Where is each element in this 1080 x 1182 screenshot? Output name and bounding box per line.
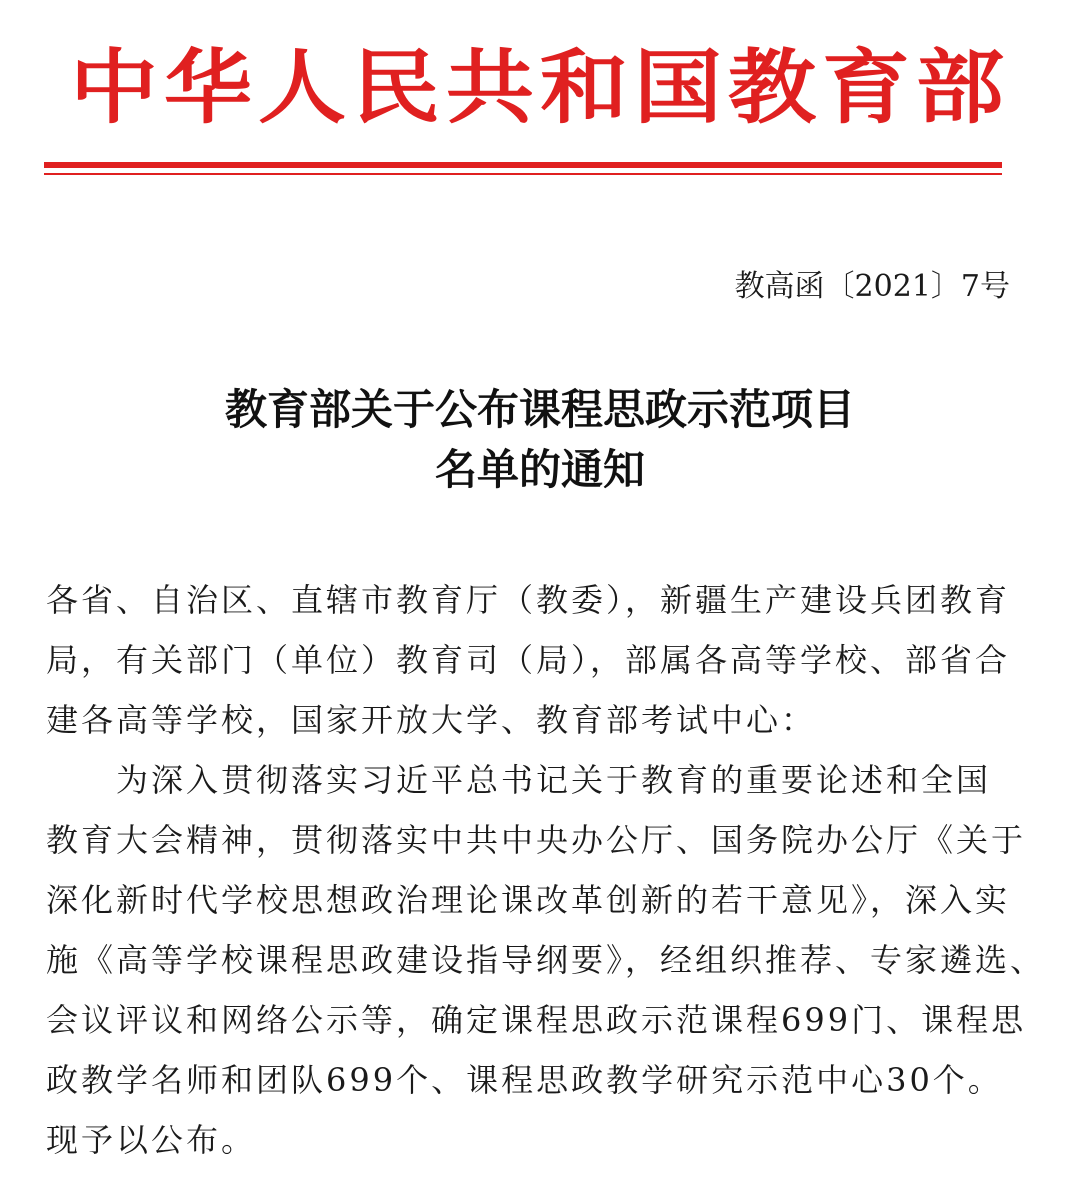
paragraph-line: 现予以公布。 (46, 1121, 257, 1159)
notice-title-line-1: 教育部关于公布课程思政示范项目 (224, 385, 855, 434)
addressee-line: 建各高等学校，国家开放大学、教育部考试中心： (46, 701, 817, 739)
red-rule-thin (44, 173, 1002, 175)
paragraph-line: 为深入贯彻落实习近平总书记关于教育的重要论述和全国 (116, 761, 992, 799)
notice-title-line-2: 名单的通知 (434, 445, 645, 494)
issuer-header: 中华人民共和国教育部 (69, 40, 1010, 135)
paragraph-line: 政教学名师和团队699个、课程思政教学研究示范中心30个。 (46, 1061, 1003, 1099)
document-body (46, 570, 1046, 1170)
addressee-line: 局，有关部门（单位）教育司（局），部属各高等学校、部省合 (46, 641, 1011, 679)
paragraph-line: 施《高等学校课程思政建设指导纲要》，经组织推荐、专家遴选、 (46, 941, 1046, 979)
addressee-line: 各省、自治区、直辖市教育厅（教委），新疆生产建设兵团教育 (46, 581, 1011, 619)
red-rule-thick (44, 162, 1002, 168)
paragraph-line: 深化新时代学校思想政治理论课改革创新的若干意见》，深入实 (46, 881, 1011, 919)
paragraph-line: 会议评议和网络公示等，确定课程思政示范课程699门、课程思 (46, 1001, 1027, 1039)
paragraph-line: 教育大会精神，贯彻落实中共中央办公厅、国务院办公厅《关于 (46, 821, 1027, 859)
document-number: 教高函〔2021〕7号 (734, 269, 1010, 304)
notice-title (0, 380, 1080, 500)
